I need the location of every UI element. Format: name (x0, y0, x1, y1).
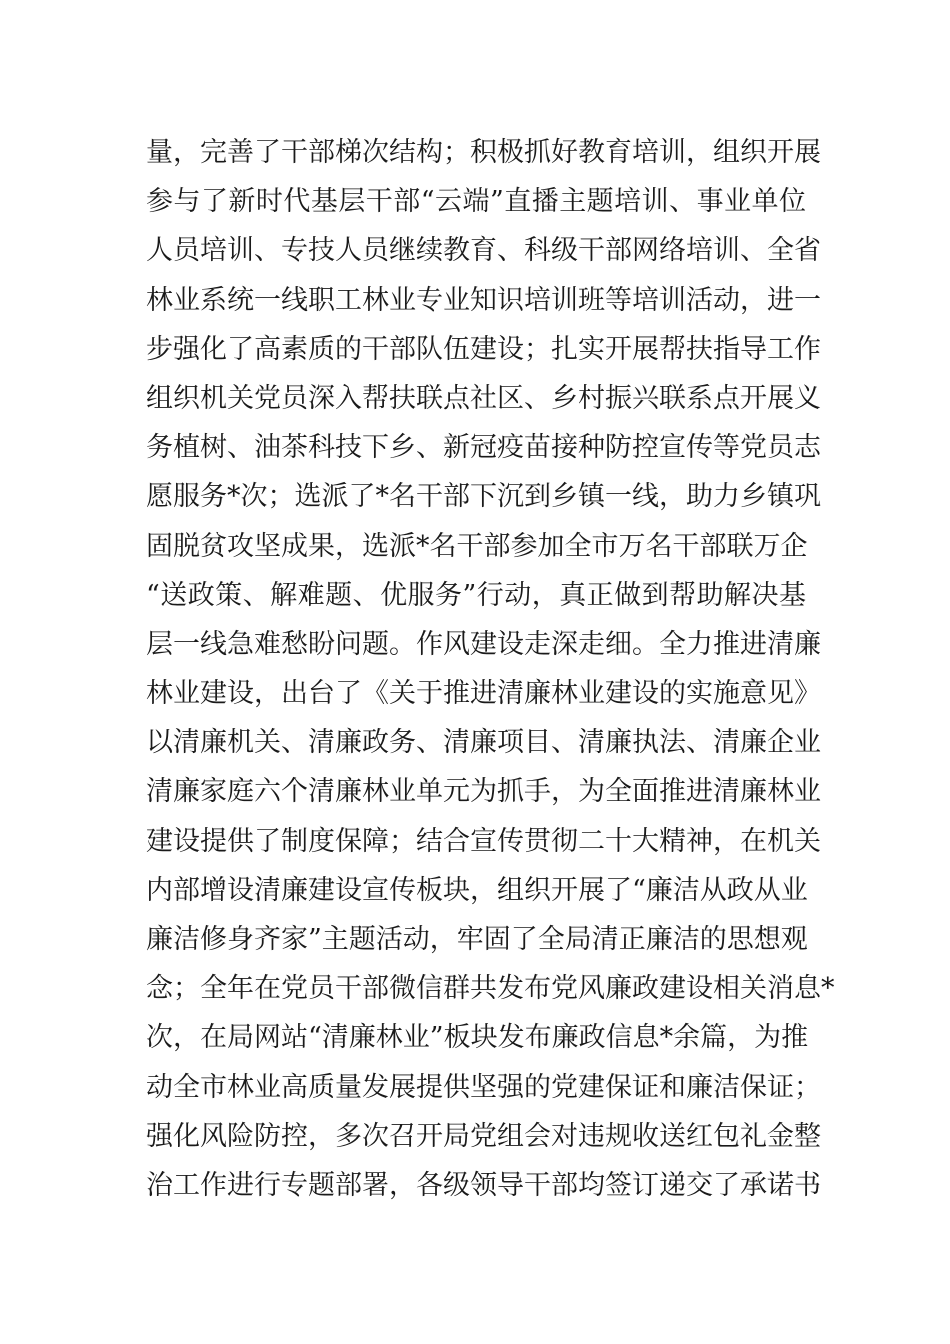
text-line: 内部增设清廉建设宣传板块，组织开展了“廉洁从政从业 (146, 874, 808, 906)
text-line: “送政策、解难题、优服务”行动，真正做到帮助解决基 (146, 579, 806, 611)
text-line: 治工作进行专题部署，各级领导干部均签订递交了承诺书 (146, 1169, 821, 1201)
text-line: 林业系统一线职工林业专业知识培训班等培训活动，进一 (146, 284, 821, 316)
text-line: 念；全年在党员干部微信群共发布党风廉政建设相关消息* (146, 973, 835, 1005)
text-line: 量，完善了干部梯次结构；积极抓好教育培训，组织开展 (146, 137, 821, 168)
text-line: 清廉家庭六个清廉林业单元为抓手，为全面推进清廉林业 (146, 776, 821, 808)
text-line: 廉洁修身齐家”主题活动，牢固了全局清正廉洁的思想观 (146, 924, 808, 955)
text-line: 组织机关党员深入帮扶联点社区、乡村振兴联系点开展义 (146, 382, 821, 414)
text-line: 强化风险防控，多次召开局党组会对违规收送红包礼金整 (146, 1120, 821, 1152)
body-text (146, 128, 835, 1210)
text-line: 固脱贫攻坚成果，选派*名干部参加全市万名干部联万企 (146, 530, 808, 562)
text-line: 林业建设，出台了《关于推进清廉林业建设的实施意见》 (146, 678, 821, 710)
text-line: 人员培训、专技人员继续教育、科级干部网络培训、全省 (146, 235, 821, 267)
text-line: 务植树、油茶科技下乡、新冠疫苗接种防控宣传等党员志 (146, 432, 821, 464)
text-line: 步强化了高素质的干部队伍建设；扎实开展帮扶指导工作 (146, 333, 821, 365)
text-line: 参与了新时代基层干部“云端”直播主题培训、事业单位 (146, 186, 806, 218)
text-line: 动全市林业高质量发展提供坚强的党建保证和廉洁保证； (146, 1071, 821, 1103)
text-line: 以清廉机关、清廉政务、清廉项目、清廉执法、清廉企业 (146, 727, 821, 759)
text-line: 层一线急难愁盼问题。作风建设走深走细。全力推进清廉 (146, 628, 821, 660)
text-line: 愿服务*次；选派了*名干部下沉到乡镇一线，助力乡镇巩 (146, 481, 821, 513)
text-line: 建设提供了制度保障；结合宣传贯彻二十大精神，在机关 (146, 825, 821, 857)
text-line: 次，在局网站“清廉林业”板块发布廉政信息*余篇，为推 (146, 1022, 809, 1054)
